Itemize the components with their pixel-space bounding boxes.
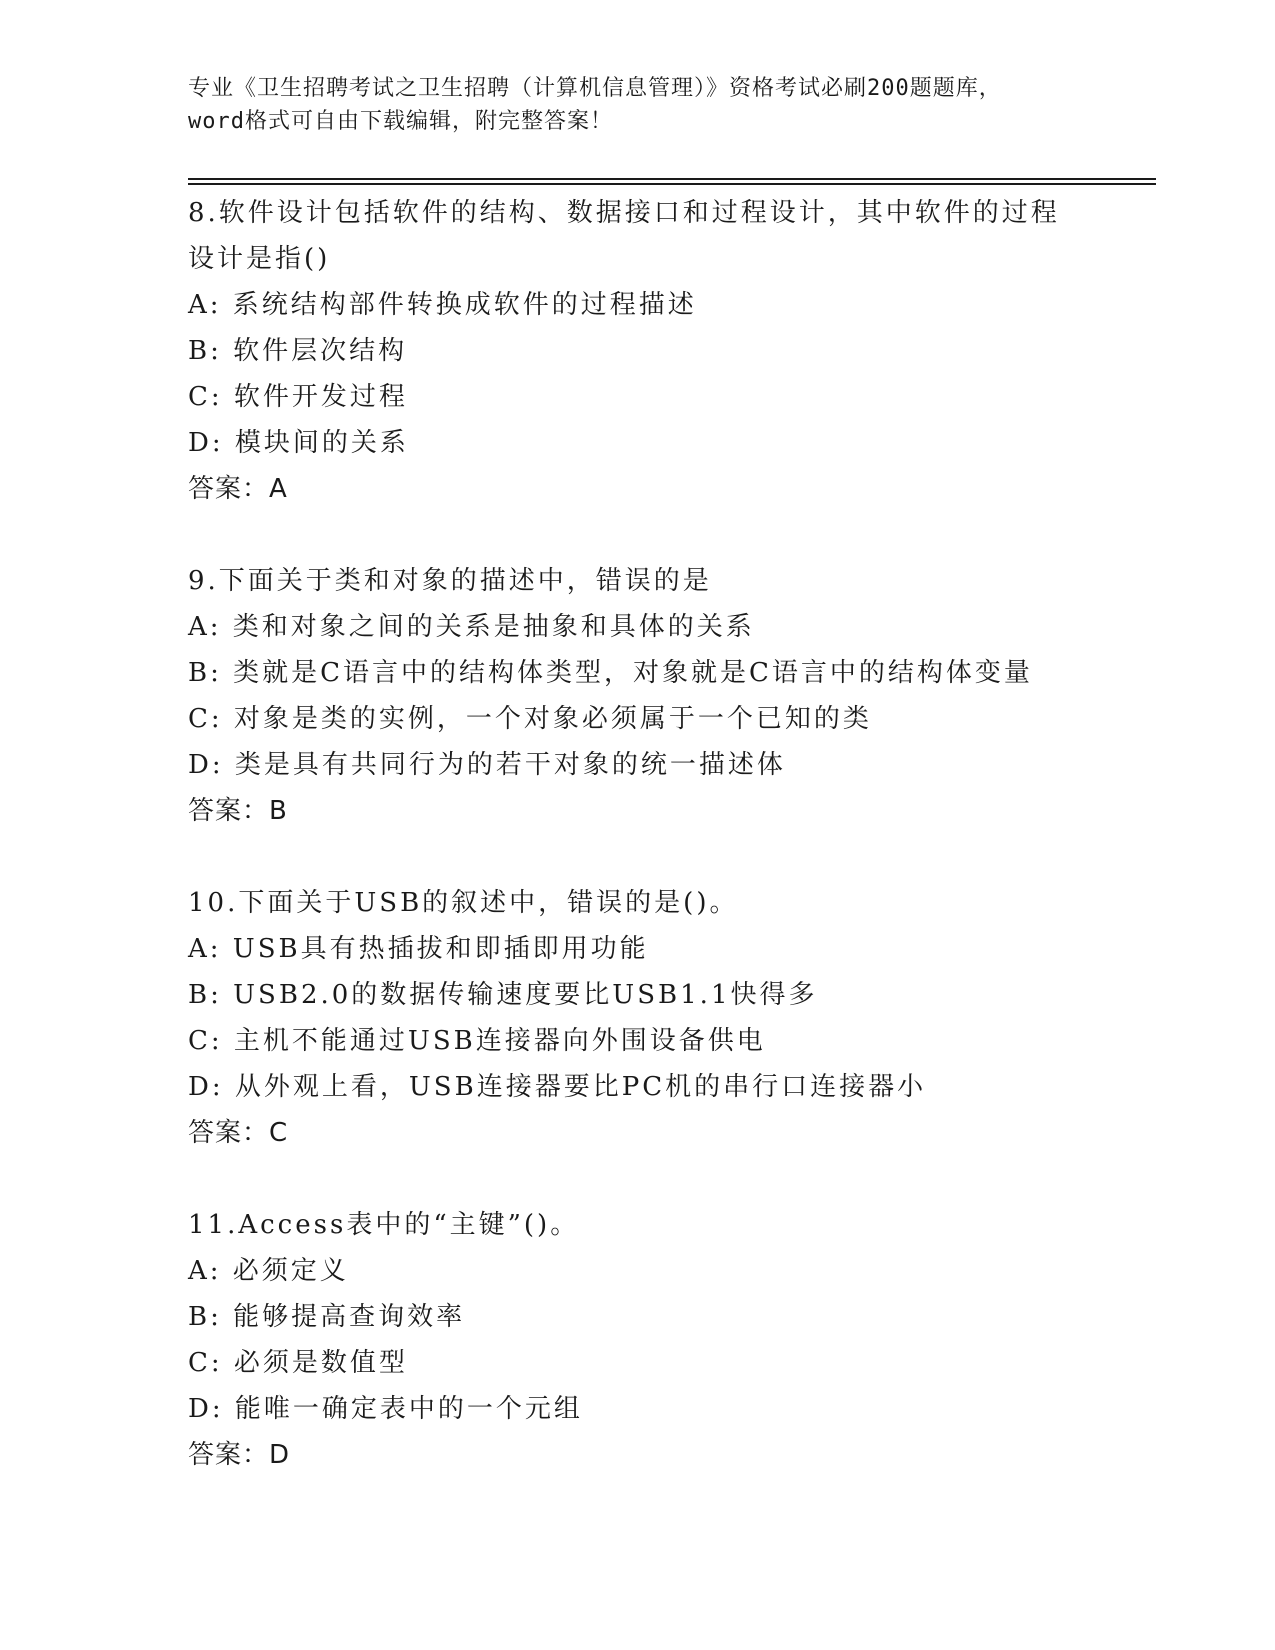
option-a: A: 类和对象之间的关系是抽象和具体的关系 xyxy=(188,612,755,642)
question-title: 10.下面关于USB的叙述中，错误的是()。 xyxy=(188,888,739,918)
option-a: A: 必须定义 xyxy=(188,1256,349,1286)
option-a: A: USB具有热插拔和即插即用功能 xyxy=(188,934,649,964)
question-9 xyxy=(188,558,1138,834)
question-8 xyxy=(188,190,1138,512)
option-c: C: 软件开发过程 xyxy=(188,382,408,412)
option-b: B: 类就是C语言中的结构体类型，对象就是C语言中的结构体变量 xyxy=(188,658,1033,688)
header-divider-top xyxy=(188,178,1156,180)
option-d: D: 模块间的关系 xyxy=(188,428,409,458)
question-title: 11.Access表中的“主键”()。 xyxy=(188,1210,580,1240)
option-a: A: 系统结构部件转换成软件的过程描述 xyxy=(188,290,697,320)
option-b: B: 能够提高查询效率 xyxy=(188,1302,466,1332)
answer-label: 答案：A xyxy=(188,474,288,504)
question-10 xyxy=(188,880,1138,1156)
option-d: D: 能唯一确定表中的一个元组 xyxy=(188,1394,583,1424)
option-c: C: 必须是数值型 xyxy=(188,1348,408,1378)
question-title-continued: 设计是指() xyxy=(188,244,331,274)
option-b: B: 软件层次结构 xyxy=(188,336,408,366)
header-line-1: 专业《卫生招聘考试之卫生招聘（计算机信息管理）》资格考试必刷200题题库， xyxy=(188,76,1002,101)
question-11 xyxy=(188,1202,1138,1478)
question-list xyxy=(188,190,1138,1524)
option-c: C: 对象是类的实例，一个对象必须属于一个已知的类 xyxy=(188,704,872,734)
option-c: C: 主机不能通过USB连接器向外围设备供电 xyxy=(188,1026,766,1056)
question-title: 8.软件设计包括软件的结构、数据接口和过程设计，其中软件的过程 xyxy=(188,198,1060,228)
option-d: D: 类是具有共同行为的若干对象的统一描述体 xyxy=(188,750,786,780)
document-header xyxy=(188,72,1088,138)
question-title: 9.下面关于类和对象的描述中，错误的是 xyxy=(188,566,712,596)
answer-label: 答案：D xyxy=(188,1440,291,1470)
header-line-2: word格式可自由下载编辑，附完整答案！ xyxy=(188,109,613,134)
option-d: D: 从外观上看，USB连接器要比PC机的串行口连接器小 xyxy=(188,1072,927,1102)
answer-label: 答案：B xyxy=(188,796,288,826)
answer-label: 答案：C xyxy=(188,1118,289,1148)
header-divider-bottom xyxy=(188,183,1156,185)
option-b: B: USB2.0的数据传输速度要比USB1.1快得多 xyxy=(188,980,818,1010)
